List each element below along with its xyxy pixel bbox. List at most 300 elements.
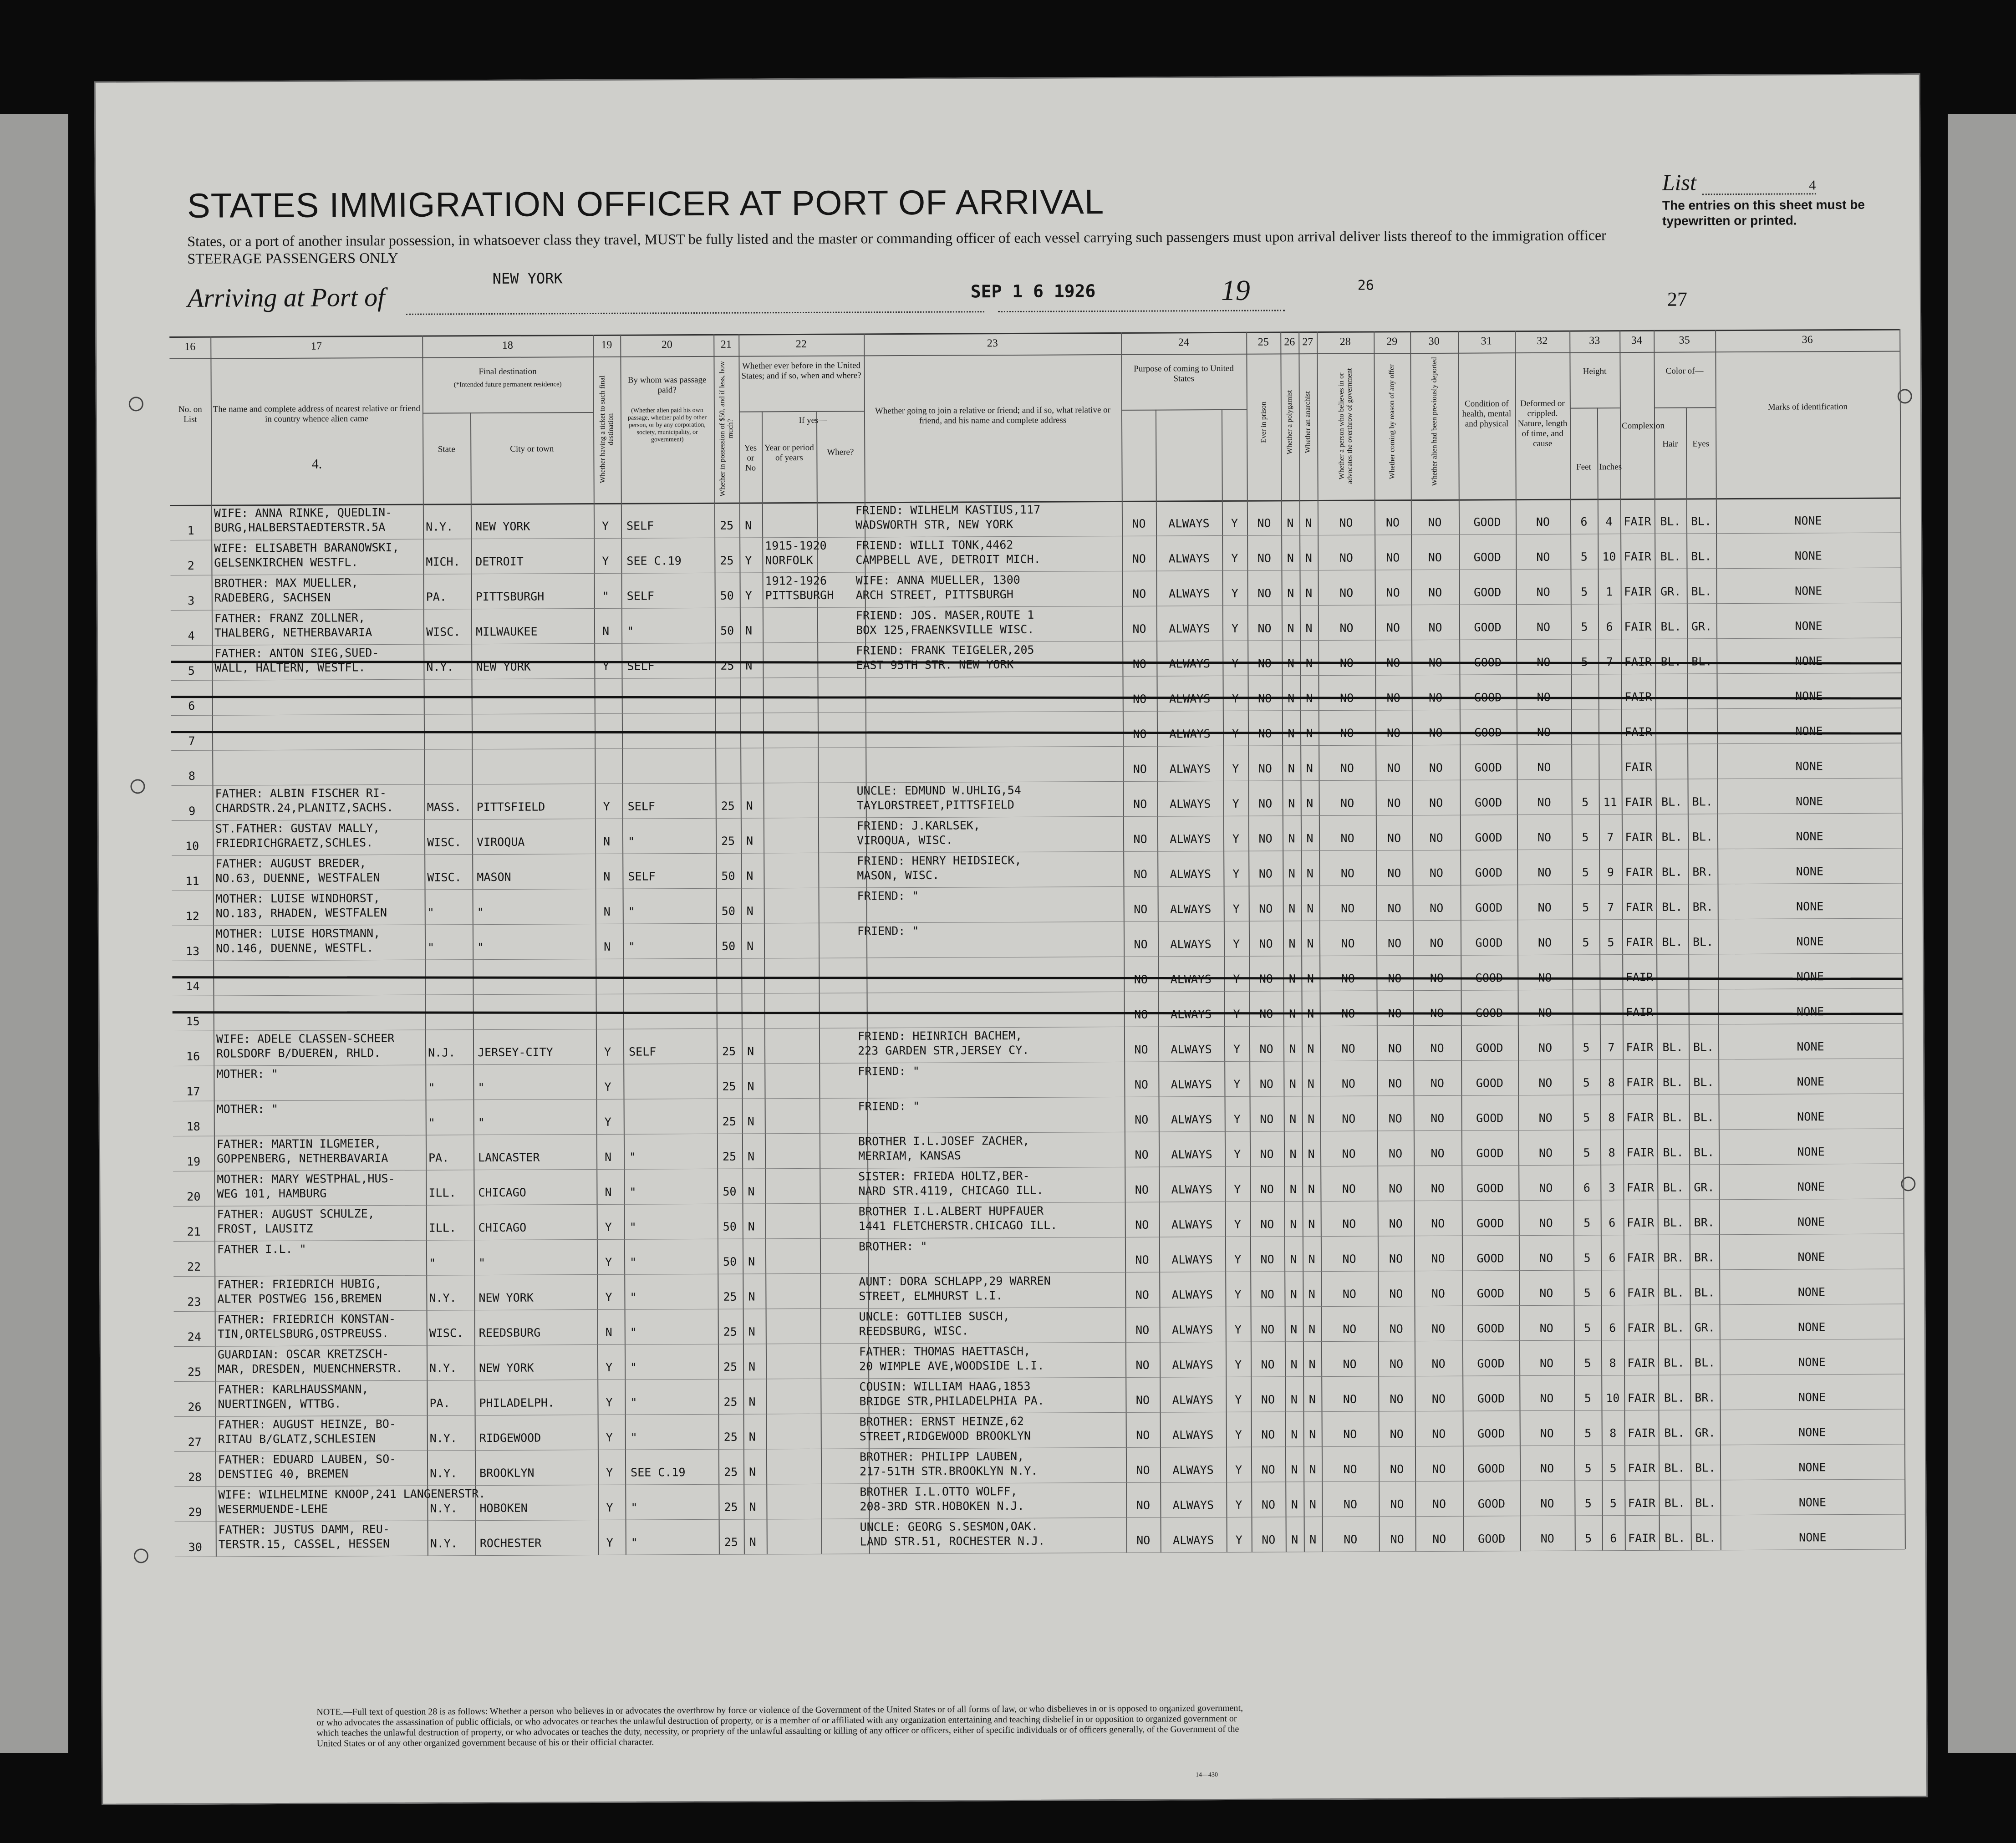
cell-c24b: ALWAYS <box>1171 1183 1213 1196</box>
before-yes-no: N <box>745 659 753 672</box>
cell-c29: NO <box>1390 1392 1404 1406</box>
cell-marks: NONE <box>1798 1320 1826 1334</box>
ticket: N <box>605 1325 612 1339</box>
col-header-passage-note: (Whether alien paid his own passage, whether paid by other person, or by any corporation, society, municipality, or government) <box>627 407 707 443</box>
joining-line-2: LAND STR.51, ROCHESTER N.J. <box>860 1534 1045 1548</box>
joining-line-2: CAMPBELL AVE, DETROIT MICH. <box>855 552 1041 567</box>
port-dotted-line <box>406 311 984 315</box>
cell-c30: NO <box>1431 1217 1445 1230</box>
relative-line-1: BROTHER: MAX MUELLER, <box>214 576 358 590</box>
joining-line-1: BROTHER I.L.JOSEF ZACHER, <box>858 1134 1030 1148</box>
city: NEW YORK <box>475 519 530 534</box>
ticket: N <box>603 870 611 883</box>
cell-c24b: ALWAYS <box>1168 552 1210 565</box>
city: RIDGEWOOD <box>479 1431 541 1445</box>
relative-line-2: ALTER POSTWEG 156,BREMEN <box>217 1292 382 1306</box>
row-rule <box>172 953 1902 961</box>
cell-c28: NO <box>1342 1147 1356 1161</box>
cell-c24b: ALWAYS <box>1172 1463 1214 1477</box>
cell-c24c: Y <box>1235 1533 1242 1547</box>
column-number: 16 <box>184 341 196 353</box>
row-number: 8 <box>188 769 196 783</box>
joining-line-1: BROTHER: PHILIPP LAUBEN, <box>859 1449 1024 1464</box>
cell-c27: N <box>1306 727 1313 740</box>
cell-c27: N <box>1309 1533 1317 1547</box>
cell-in: 11 <box>1603 795 1617 809</box>
city: PITTSBURGH <box>475 590 545 604</box>
relative-line-1: FATHER: AUGUST HEINZE, BO- <box>218 1417 397 1431</box>
cell-c25: NO <box>1261 1358 1275 1371</box>
before-yes-no: N <box>748 1220 755 1233</box>
row-rule <box>174 1409 1904 1417</box>
cell-c25: NO <box>1258 867 1273 881</box>
row-number: 27 <box>188 1435 202 1449</box>
cell-marks: NONE <box>1797 1005 1824 1018</box>
cell-c32: NO <box>1539 1181 1553 1195</box>
relative-line-1: FATHER: AUGUST BREDER, <box>215 856 367 871</box>
row-number: 1 <box>187 524 194 537</box>
cell-hair: BL. <box>1662 1075 1684 1089</box>
cell-c32: NO <box>1537 865 1552 879</box>
cell-c32: NO <box>1537 936 1552 949</box>
cell-comp: FAIR <box>1626 1075 1654 1090</box>
steerage-label: STEERAGE PASSENGERS ONLY <box>187 249 398 267</box>
cell-in: 7 <box>1608 1041 1615 1054</box>
cell-in: 6 <box>1609 1321 1616 1335</box>
col-header-destination-note: (*Intended future permanent residence) <box>453 381 562 389</box>
cell-c25: NO <box>1259 937 1273 951</box>
cell-comp: FAIR <box>1628 1496 1656 1510</box>
cell-eyes: BL. <box>1695 1461 1716 1475</box>
row-rule <box>173 1058 1903 1066</box>
cell-eyes: GR. <box>1695 1426 1716 1440</box>
cell-ft: 5 <box>1581 655 1588 669</box>
cell-c31: GOOD <box>1475 971 1503 985</box>
city: JERSEY-CITY <box>478 1045 553 1059</box>
cell-c24c: Y <box>1231 621 1239 635</box>
ticket: Y <box>605 1290 612 1304</box>
cell-c30: NO <box>1430 1041 1444 1055</box>
cell-c24a: NO <box>1133 867 1147 881</box>
cell-c24b: ALWAYS <box>1168 517 1210 530</box>
cell-c27: N <box>1307 1007 1314 1021</box>
passage-paid: SELF <box>628 870 656 883</box>
joining-line-1: BROTHER I.L.OTTO WOLFF, <box>860 1484 1018 1499</box>
cell-c32: NO <box>1537 901 1552 914</box>
cell-c26: N <box>1288 762 1295 775</box>
cell-c24a: NO <box>1133 797 1147 811</box>
money: 50 <box>721 869 735 883</box>
cell-c24a: NO <box>1132 622 1146 636</box>
cell-c32: NO <box>1539 1286 1553 1300</box>
col-header-health: Condition of health, mental and physical <box>1462 399 1512 429</box>
cell-c26: N <box>1287 621 1294 635</box>
cell-comp: FAIR <box>1626 1005 1654 1019</box>
cell-in: 8 <box>1609 1356 1616 1370</box>
row-rule <box>174 1374 1904 1382</box>
cell-ft: 5 <box>1584 1321 1591 1335</box>
cell-c27: N <box>1308 1358 1316 1371</box>
row-rule <box>172 883 1902 891</box>
col-header-before: Whether ever before in the United States; and if so, when and where? <box>741 361 861 381</box>
joining-line-2: ARCH STREET, PITTSBURGH <box>855 587 1013 602</box>
cell-c28: NO <box>1340 866 1354 880</box>
row-number: 19 <box>186 1155 201 1168</box>
cell-c24b: ALWAYS <box>1171 1113 1212 1126</box>
cell-hair: BL. <box>1661 830 1682 844</box>
cell-hair: BL. <box>1660 620 1681 633</box>
before-yes-no: Y <box>745 589 752 602</box>
relative-line-2: WEG 101, HAMBURG <box>217 1186 327 1201</box>
cell-c24a: NO <box>1135 1323 1150 1337</box>
cell-c28: NO <box>1341 1077 1356 1090</box>
cell-hair: BL. <box>1662 935 1683 949</box>
cell-c31: GOOD <box>1477 1497 1506 1511</box>
ticket: Y <box>606 1431 613 1444</box>
city: " <box>479 1256 486 1270</box>
cell-c24b: ALWAYS <box>1169 797 1211 811</box>
cell-c29: NO <box>1387 831 1401 845</box>
cell-marks: NONE <box>1798 1355 1826 1369</box>
joining-line-1: UNCLE: GEORG S.SESMON,OAK. <box>860 1519 1039 1534</box>
cell-c28: NO <box>1340 726 1354 740</box>
col-header-color: Color of— <box>1665 366 1704 376</box>
relative-line-2: DENSTIEG 40, BREMEN <box>218 1467 349 1481</box>
cell-comp: FAIR <box>1628 1531 1656 1545</box>
cell-c26: N <box>1289 1077 1296 1091</box>
row-number: 3 <box>188 594 195 607</box>
passage-paid: " <box>629 1220 636 1234</box>
col-header-money: Whether in possession of $50, and if less, how much? <box>718 361 734 497</box>
state: WISC. <box>429 1326 464 1340</box>
cell-c24b: ALWAYS <box>1170 902 1212 916</box>
joining-line-1: COUSIN: WILLIAM HAAG,1853 <box>859 1379 1031 1394</box>
before-yes-no: N <box>748 1185 755 1198</box>
cell-c25: NO <box>1257 516 1271 530</box>
cell-c24a: NO <box>1136 1498 1151 1512</box>
footnote: NOTE.—Full text of question 28 is as follows: Whether a person who believes in or advocates the overthrow by force or violence of the Government of the United States or of all forms of law, or who disbelieves in or is opposed to organized government, or who advocates the assassination of public officials, or who advocates or teaches the unlawful destruction of property, or is a member of or affiliated with any organization entertaining and teaching disbelief in or opposition to organized government or which teaches the unlawful destruction of property, or who advocates or teaches the duty, necessity, or propriety of the unlawful assaulting or killing of any officer or officers, either of specific individuals or of officers generally, of the Government of the United States or of any other organized government because of his or their official character. <box>316 1703 1243 1749</box>
cell-c27: N <box>1308 1393 1316 1406</box>
cell-c24b: ALWAYS <box>1171 1078 1212 1091</box>
joining-line-2: STREET,RIDGEWOOD BROOKLYN <box>859 1429 1031 1443</box>
cell-comp: FAIR <box>1624 655 1652 669</box>
cell-hair: BL. <box>1664 1321 1685 1334</box>
cell-c24b: ALWAYS <box>1169 622 1210 636</box>
state: N.Y. <box>429 1431 458 1445</box>
ticket: N <box>605 1185 612 1199</box>
cell-c25: NO <box>1261 1428 1275 1441</box>
relative-line-1: FATHER I.L. " <box>217 1242 306 1256</box>
money: 25 <box>723 1325 737 1339</box>
cell-c24b: ALWAYS <box>1172 1358 1213 1372</box>
cell-c26: N <box>1291 1533 1298 1547</box>
cell-eyes: BR. <box>1694 1216 1715 1229</box>
cell-c24b: ALWAYS <box>1168 587 1210 601</box>
cell-c28: NO <box>1341 972 1355 985</box>
cell-c26: N <box>1288 727 1295 740</box>
cell-c24b: ALWAYS <box>1170 937 1212 951</box>
cell-c28: NO <box>1340 761 1354 775</box>
cell-c30: NO <box>1431 1181 1445 1195</box>
cell-c24a: NO <box>1132 587 1146 601</box>
cell-c29: NO <box>1388 972 1402 985</box>
relative-line-1: MOTHER: " <box>216 1067 278 1081</box>
cell-c24c: Y <box>1233 1147 1241 1161</box>
cell-hair: BL. <box>1663 1286 1685 1299</box>
money: 25 <box>719 519 734 532</box>
cell-in: 8 <box>1608 1146 1615 1160</box>
column-rule <box>738 334 745 1554</box>
cell-marks: NONE <box>1797 1250 1825 1264</box>
column-number: 20 <box>661 339 672 351</box>
relative-line-2: NO.183, RHADEN, WESTFALEN <box>215 906 387 920</box>
cell-c30: NO <box>1428 515 1442 529</box>
column-number: 30 <box>1428 335 1440 347</box>
ticket: Y <box>604 1115 611 1129</box>
relative-line-1: WIFE: ANNA RINKE, QUEDLIN- <box>214 505 392 520</box>
relative-line-1: ST.FATHER: GUSTAV MALLY, <box>215 821 380 835</box>
cell-c31: GOOD <box>1476 1006 1503 1020</box>
col-header-offer: Whether coming by reason of any offer <box>1388 364 1396 479</box>
cell-in: 6 <box>1609 1251 1616 1265</box>
cell-c28: NO <box>1342 1287 1357 1301</box>
cell-c24c: Y <box>1233 1007 1240 1021</box>
cell-c28: NO <box>1339 516 1353 529</box>
ticket: N <box>603 905 611 918</box>
cell-marks: NONE <box>1797 1110 1825 1124</box>
cell-in: 10 <box>1602 550 1616 564</box>
before-yes-no: Y <box>745 554 752 567</box>
ticket: N <box>603 940 611 953</box>
cell-hair: BL. <box>1662 900 1683 914</box>
cell-c28: NO <box>1340 796 1354 810</box>
ticket: Y <box>606 1360 613 1374</box>
row-rule <box>170 567 1900 575</box>
cell-c25: NO <box>1261 1463 1275 1476</box>
cell-c31: GOOD <box>1476 1181 1504 1195</box>
before-yes-no: N <box>749 1500 756 1514</box>
relative-line-1: FATHER: AUGUST SCHULZE, <box>217 1207 375 1221</box>
cell-c32: NO <box>1539 1321 1553 1335</box>
row-number: 28 <box>188 1470 202 1484</box>
cell-ft: 5 <box>1584 1461 1592 1475</box>
money: 25 <box>723 1360 738 1374</box>
before-yes-no: N <box>746 904 753 918</box>
cell-c24c: Y <box>1232 902 1240 916</box>
cell-c27: N <box>1305 657 1313 670</box>
cell-hair: BL. <box>1663 1110 1684 1124</box>
cell-c24c: Y <box>1233 1042 1241 1056</box>
relative-line-2: RITAU B/GLATZ,SCHLESIEN <box>218 1432 376 1446</box>
cell-c24c: Y <box>1235 1393 1242 1406</box>
before-years: 1912-1926 <box>765 574 827 588</box>
cell-marks: NONE <box>1796 935 1824 948</box>
city: NEW YORK <box>479 1291 534 1305</box>
cell-c31: GOOD <box>1476 1252 1504 1265</box>
cell-c24c: Y <box>1232 692 1239 705</box>
sub-column-rule <box>470 412 476 1555</box>
cell-eyes: BL. <box>1691 550 1712 563</box>
cell-c30: NO <box>1428 621 1442 634</box>
cell-marks: NONE <box>1798 1390 1826 1404</box>
city: BROOKLYN <box>479 1466 535 1480</box>
joining-line-1: BROTHER I.L.ALBERT HUPFAUER <box>858 1204 1044 1218</box>
cell-c28: NO <box>1339 586 1354 600</box>
cell-c24c: Y <box>1232 832 1240 845</box>
cell-c27: N <box>1309 1463 1316 1476</box>
cell-c25: NO <box>1261 1498 1276 1512</box>
relative-line-2: TIN,ORTELSBURG,OSTPREUSS. <box>217 1326 389 1341</box>
cell-c32: NO <box>1540 1391 1554 1405</box>
cell-in: 7 <box>1607 830 1614 844</box>
cell-comp: FAIR <box>1624 725 1652 739</box>
cell-c26: N <box>1289 1147 1297 1161</box>
money: 50 <box>723 1220 737 1233</box>
cell-c29: NO <box>1390 1462 1404 1476</box>
cell-c24b: ALWAYS <box>1172 1428 1214 1442</box>
city: " <box>478 1081 485 1095</box>
joining-line-2: 217-51TH STR.BROOKLYN N.Y. <box>860 1464 1038 1478</box>
cell-c26: N <box>1287 586 1294 600</box>
cell-c32: NO <box>1540 1532 1554 1545</box>
col-header-complexion: Complexion <box>1622 421 1665 431</box>
cell-c24a: NO <box>1134 902 1148 916</box>
relative-line-2: TERSTR.15, CASSEL, HESSEN <box>218 1537 390 1551</box>
relative-line-2: MAR, DRESDEN, MUENCHNERSTR. <box>218 1361 403 1376</box>
city: CHICAGO <box>478 1221 527 1235</box>
cell-c27: N <box>1305 551 1312 565</box>
city: REEDSBURG <box>479 1326 541 1340</box>
cell-marks: NONE <box>1795 619 1823 633</box>
passage-paid: SELF <box>626 589 654 603</box>
cell-c29: NO <box>1390 1427 1404 1441</box>
city: " <box>477 906 484 919</box>
cell-eyes: BL. <box>1694 1286 1715 1299</box>
joining-line-2: 20 WIMPLE AVE,WOODSIDE L.I. <box>859 1359 1044 1373</box>
row-number: 4 <box>188 629 195 642</box>
relative-line-1: WIFE: ELISABETH BARANOWSKI, <box>214 540 399 555</box>
cell-c30: NO <box>1430 1006 1444 1020</box>
joining-line-1: UNCLE: GOTTLIEB SUSCH, <box>859 1309 1010 1324</box>
passage-paid: " <box>629 1150 636 1164</box>
cell-ft: 6 <box>1583 1181 1590 1195</box>
relative-line-2: FRIEDRICHGRAETZ,SCHLES. <box>215 836 373 850</box>
col-header-prison: Ever in prison <box>1259 402 1268 443</box>
color-sub-rule <box>1654 407 1716 408</box>
passage-paid: " <box>627 835 635 848</box>
cell-c26: N <box>1291 1463 1298 1476</box>
cell-c32: NO <box>1536 585 1550 599</box>
cell-c24c: Y <box>1232 937 1240 951</box>
cell-marks: NONE <box>1797 1075 1825 1089</box>
cell-c24b: ALWAYS <box>1169 762 1211 776</box>
ticket: Y <box>605 1255 612 1269</box>
cell-comp: FAIR <box>1625 900 1653 914</box>
page-number: 27 <box>1667 288 1687 311</box>
relative-line-1: FATHER: EDUARD LAUBEN, SO- <box>218 1452 397 1466</box>
relative-line-2: GOPPENBERG, NETHERBAVARIA <box>217 1151 388 1166</box>
cell-comp: FAIR <box>1624 514 1651 529</box>
cell-c30: NO <box>1430 971 1444 985</box>
cell-c24b: ALWAYS <box>1172 1498 1214 1512</box>
cell-c29: NO <box>1386 551 1400 565</box>
cell-c26: N <box>1287 551 1294 565</box>
cell-c24a: NO <box>1132 657 1146 671</box>
cell-hair: BL. <box>1663 1146 1684 1159</box>
cell-c25: NO <box>1257 657 1272 670</box>
cell-c30: NO <box>1430 1076 1444 1090</box>
ticket: Y <box>606 1501 613 1514</box>
cell-c31: GOOD <box>1475 936 1503 950</box>
cell-c31: GOOD <box>1474 726 1502 739</box>
cell-in: 5 <box>1607 936 1614 949</box>
cell-c25: NO <box>1262 1533 1276 1547</box>
cell-c32: NO <box>1539 1251 1553 1265</box>
cell-eyes: BL. <box>1692 795 1713 809</box>
cell-c24b: ALWAYS <box>1170 867 1212 881</box>
joining-line-1: UNCLE: EDMUND W.UHLIG,54 <box>856 783 1021 798</box>
col-header-deformed: Deformed or crippled. Nature, length of time, and cause <box>1517 398 1568 448</box>
cell-c32: NO <box>1537 655 1551 669</box>
state: MASS. <box>427 800 462 814</box>
date-stamp: SEP 1 6 1926 <box>970 281 1096 302</box>
column-number: 31 <box>1481 335 1492 347</box>
relative-line-2: BURG,HALBERSTAEDTERSTR.5A <box>214 520 386 535</box>
joining-line-2: MASON, WISC. <box>857 868 940 882</box>
ticket: Y <box>606 1536 613 1549</box>
joining-line-1: FRIEND: WILLI TONK,4462 <box>855 538 1013 552</box>
col17-number: 4. <box>311 456 322 472</box>
cell-c29: NO <box>1390 1497 1404 1511</box>
passage-paid: " <box>630 1431 637 1444</box>
year-suffix: 26 <box>1357 277 1374 294</box>
cell-eyes: GR. <box>1694 1321 1715 1334</box>
cell-c32: NO <box>1536 550 1550 564</box>
cell-c25: NO <box>1258 797 1273 810</box>
cell-c26: N <box>1288 937 1296 951</box>
cell-c30: NO <box>1429 726 1443 739</box>
ticket: Y <box>602 659 610 673</box>
col-header-deported: Whether alien had been previously deported <box>1430 357 1439 486</box>
port-city: NEW YORK <box>492 270 563 287</box>
cell-comp: FAIR <box>1625 865 1653 879</box>
cell-c31: GOOD <box>1477 1462 1505 1476</box>
relative-line-1: WIFE: WILHELMINE KNOOP,241 LANGENERSTR. <box>218 1487 486 1502</box>
cell-in: 8 <box>1609 1426 1617 1440</box>
cell-c24b: ALWAYS <box>1172 1393 1214 1407</box>
joining-line-1: FATHER: THOMAS HAETTASCH, <box>859 1344 1031 1359</box>
cell-c28: NO <box>1343 1392 1357 1406</box>
passage-paid: " <box>631 1501 638 1514</box>
joining-line-2: BOX 125,FRAENKSVILLE WISC. <box>855 622 1034 637</box>
column-rule <box>620 335 626 1555</box>
money: 50 <box>723 1255 737 1268</box>
cell-c24b: ALWAYS <box>1171 1218 1213 1232</box>
cell-c28: NO <box>1341 1042 1355 1055</box>
relative-line-1: FATHER: JUSTUS DAMM, REU- <box>218 1522 390 1537</box>
cell-c31: GOOD <box>1474 621 1502 634</box>
state: N.Y. <box>426 660 454 674</box>
cell-c26: N <box>1289 1007 1296 1021</box>
col-header-destination: Final destination <box>479 367 537 377</box>
cell-ft: 5 <box>1583 1146 1590 1160</box>
instruction-line: States, or a port of another insular possession, in whatsoever class they travel, MUST be fully listed and the master or commanding officer of each vessel carrying such passengers must upon arrival deliver lists thereof to the immigration officer <box>187 227 1606 249</box>
city: DETROIT <box>475 555 524 569</box>
row-rule <box>171 637 1901 646</box>
cell-marks: NONE <box>1794 549 1823 563</box>
relative-line-2: CHARDSTR.24,PLANITZ,SACHS. <box>215 800 394 815</box>
row-number: 11 <box>185 874 199 888</box>
